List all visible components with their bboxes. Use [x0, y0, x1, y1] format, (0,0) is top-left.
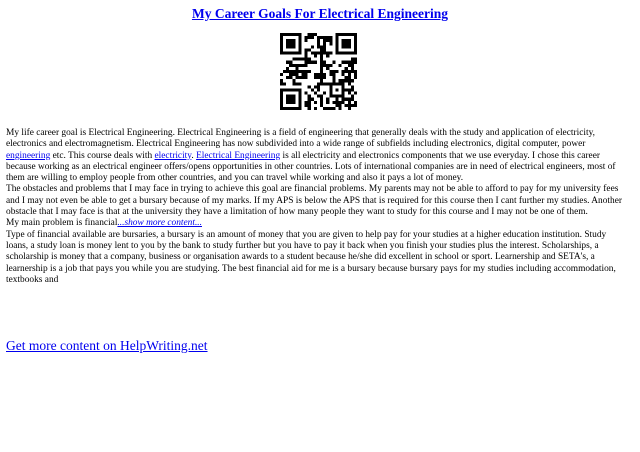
title-link[interactable]: My Career Goals For Electrical Engineering [191, 6, 449, 21]
electrical-engineering-link[interactable]: Electrical Engineering [196, 150, 281, 161]
paragraph-intro [6, 128, 630, 184]
paragraph-intro-text-c: . [191, 150, 197, 161]
show-more-link[interactable]: ...show more content... [117, 218, 202, 229]
paragraph-obstacles: The obstacles and problems that I may face in trying to achieve this goal are financial problems. My parents may not be able to afford to pay for my university fees and I may not even be able to get a bursary because of my marks. If my APS is below the APS that is required for this course then I cant further my studies. Another obstacle that I may face is that at the university they have a limitation of how many people they want to study for this course and I may not be one of them. [6, 184, 623, 218]
paragraph-intro-text-d: is all electricity and electronics components that we use everyday. I chose this career because working as an electrical engineer offers/opens opportunities in other countries. Lots of international companies are in need of electrical engineers, most of them are willing to employ people from other countries, and you can travel while working and also it pays a lot of money. [6, 150, 616, 184]
paragraph-financial [6, 218, 630, 229]
paragraph-financial-types: Type of financial available are bursaries, a bursary is an amount of money that you are given to help pay for your studies at a higher education institution. Study loans, a study loan is money lent to you by the bank to study further but you have to pay it back when you finish your studies plus the interest. Scholarships, a scholarship is money that a company, business or organisation awards to a student because he/she did excellent in school or sport. Learnership and SETA's, a learnership is a job that pays you while you are studying. The best financial aid for me is a bursary because bursary pays for my studies including accommodation, textbooks and [6, 229, 616, 285]
qr-code-graphic [280, 33, 357, 110]
page-title [0, 6, 640, 22]
get-more-content-link[interactable]: Get more content on HelpWriting.net [6, 338, 208, 353]
essay-body [6, 128, 630, 286]
engineering-link[interactable]: engineering [6, 150, 51, 161]
paragraph-intro-text-a: My life career goal is Electrical Engineering. Electrical Engineering is a field of engineering that generally deals with the study and application of electricity, electronics and electromagnetism. Electrical Engineering has now subdivided into a wide range of subfields including electronics, digital computer, power [6, 128, 596, 150]
paragraph-intro-text-b: etc. This course deals with [50, 150, 155, 161]
qr-code-icon [280, 33, 357, 110]
paragraph-financial-text: My main problem is financial [6, 218, 118, 229]
electricity-link[interactable]: electricity [154, 150, 192, 161]
